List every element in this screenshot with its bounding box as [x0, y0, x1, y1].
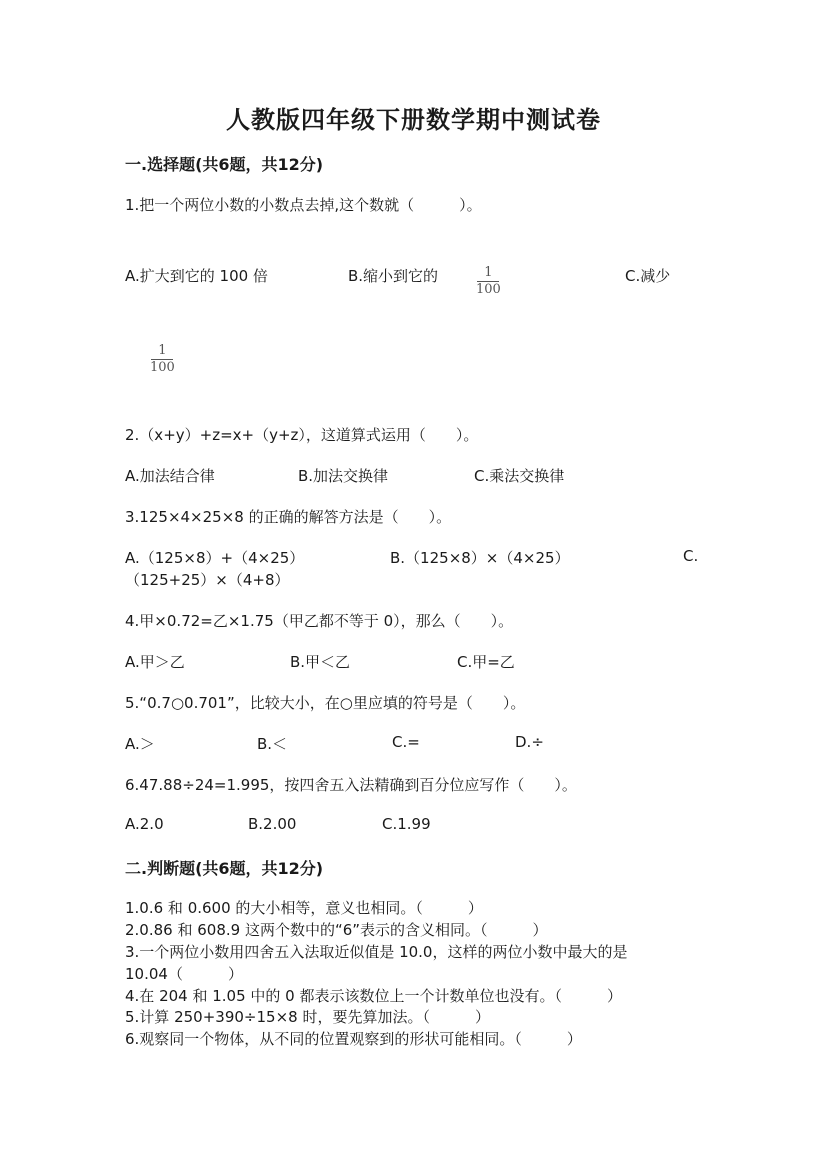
- section-heading-judgement: 二.判断题(共6题，共12分): [125, 859, 324, 878]
- judgement-item: 1.0.6 和 0.600 的大小相等，意义也相同。（ ）: [125, 899, 483, 917]
- judgement-item: 4.在 204 和 1.05 中的 0 都表示该数位上一个计数单位也没有。（ ）: [125, 987, 622, 1005]
- fraction-1b: [476, 261, 501, 296]
- option-1c: C.减少: [625, 267, 671, 285]
- option-5d: D.÷: [515, 733, 544, 751]
- page-title: 人教版四年级下册数学期中测试卷: [226, 105, 601, 134]
- question-2: 2.（x+y）+z=x+（y+z），这道算式运用（ ）。: [125, 426, 479, 444]
- option-6c: C.1.99: [382, 815, 431, 833]
- section-heading-choice: 一.选择题(共6题，共12分): [125, 155, 324, 174]
- option-3b: B.（125×8）×（4×25）: [390, 549, 570, 567]
- question-5: 5.“0.7○0.701”，比较大小，在○里应填的符号是（ ）。: [125, 694, 526, 712]
- judgement-item: 2.0.86 和 608.9 这两个数中的“6”表示的含义相同。（ ）: [125, 921, 548, 939]
- fraction-numerator: 1: [484, 265, 493, 280]
- fraction-numerator: 1: [158, 343, 167, 358]
- option-3c-label: C.: [683, 547, 699, 565]
- option-6b: B.2.00: [248, 815, 297, 833]
- fraction-1c: [150, 339, 175, 374]
- option-5b: B.＜: [257, 735, 288, 753]
- option-5a: A.＞: [125, 735, 155, 753]
- option-3a: A.（125×8）+（4×25）: [125, 549, 305, 567]
- question-4: 4.甲×0.72=乙×1.75（甲乙都不等于 0），那么（ ）。: [125, 612, 514, 630]
- question-1: 1.把一个两位小数的小数点去掉,这个数就（ ）。: [125, 196, 482, 214]
- question-6: 6.47.88÷24=1.995，按四舍五入法精确到百分位应写作（ ）。: [125, 776, 577, 794]
- judgement-item: 3.一个两位小数用四舍五入法取近似值是 10.0，这样的两位小数中最大的是: [125, 943, 628, 961]
- option-2c: C.乘法交换律: [474, 467, 565, 485]
- option-6a: A.2.0: [125, 815, 164, 833]
- option-4c: C.甲=乙: [457, 653, 515, 671]
- option-1a: A.扩大到它的 100 倍: [125, 267, 268, 285]
- option-2a: A.加法结合律: [125, 467, 215, 485]
- judgement-item-continued: 10.04（ ）: [125, 965, 243, 983]
- option-4b: B.甲＜乙: [290, 653, 351, 671]
- fraction-denominator: 100: [150, 359, 175, 375]
- option-2b: B.加法交换律: [298, 467, 389, 485]
- fraction-denominator: 100: [476, 281, 501, 297]
- option-1b: B.缩小到它的: [348, 267, 439, 285]
- judgement-item: 5.计算 250+390÷15×8 时，要先算加法。（ ）: [125, 1008, 490, 1026]
- option-4a: A.甲＞乙: [125, 653, 185, 671]
- question-3: 3.125×4×25×8 的正确的解答方法是（ ）。: [125, 508, 452, 526]
- option-5c: C.=: [392, 733, 420, 751]
- option-3c-text: （125+25）×（4+8）: [125, 571, 290, 589]
- judgement-item: 6.观察同一个物体，从不同的位置观察到的形状可能相同。（ ）: [125, 1030, 582, 1048]
